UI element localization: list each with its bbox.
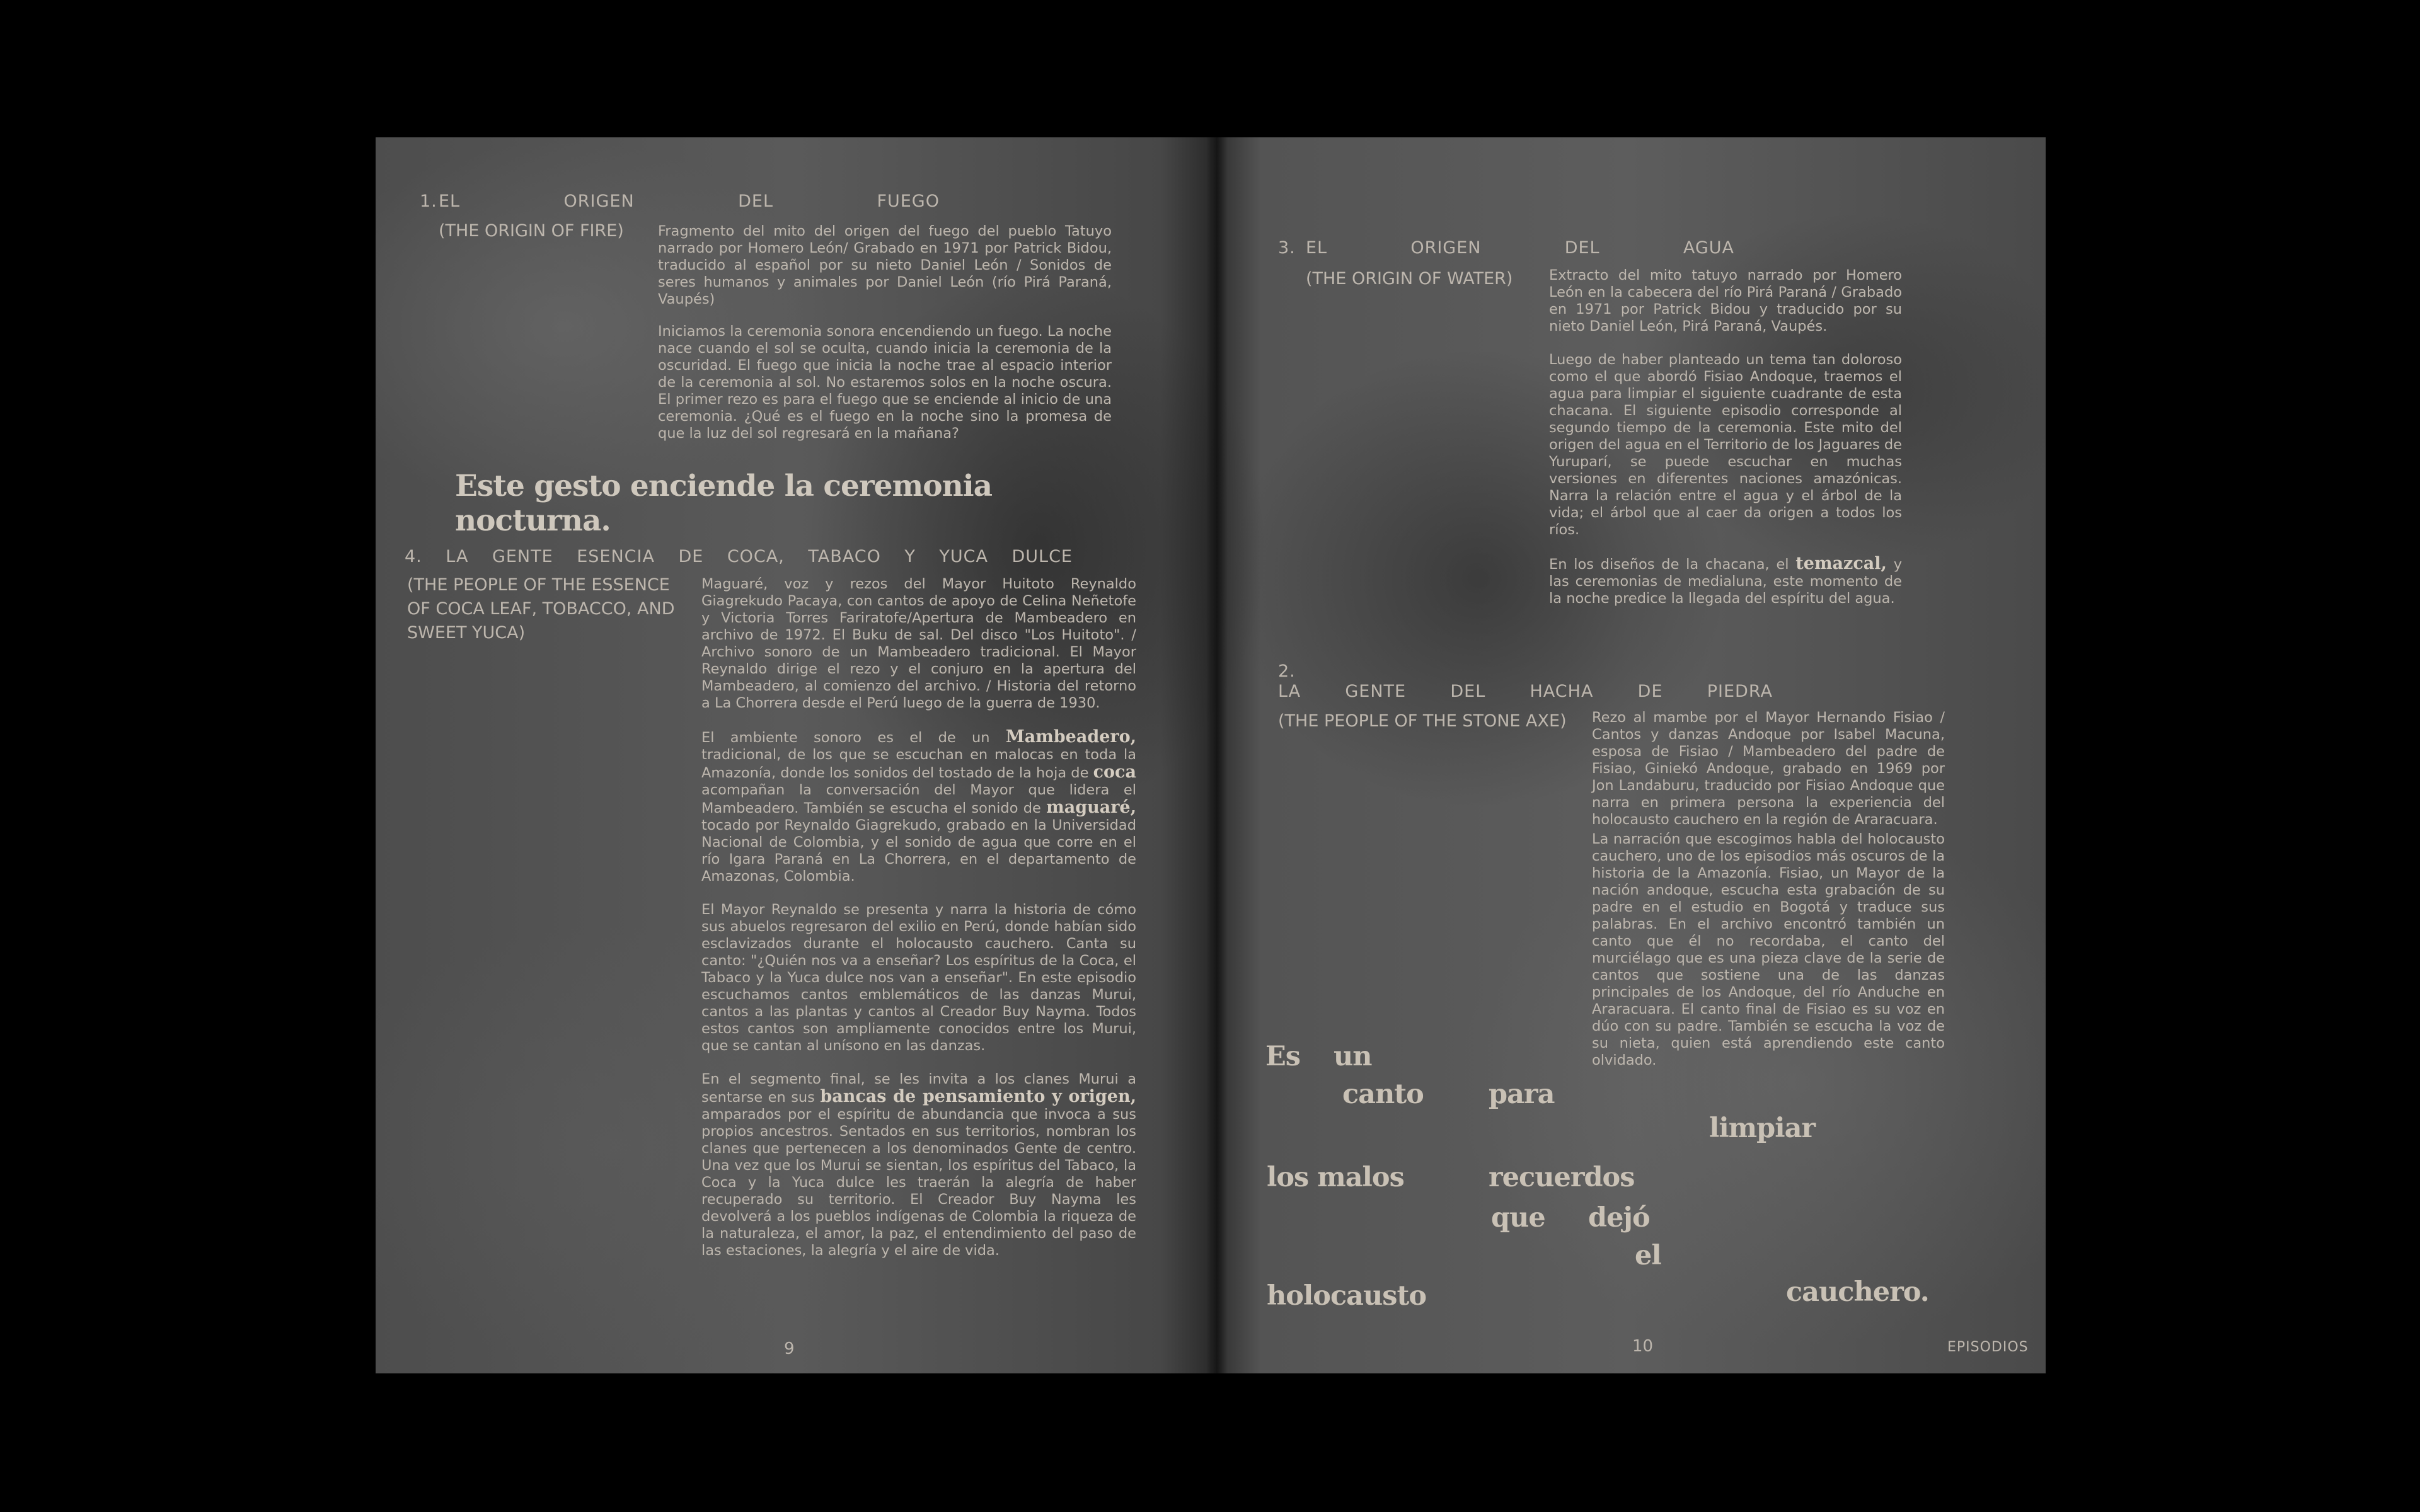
section-3-body: Luego de haber planteado un tema tan doloroso como el que abordó Fisiao Andoque, traemos el agua para limpiar el siguiente cuadrante de esta chacana. El siguiente episodio corresponde al segundo tiempo de la ceremonia. Este mito del origen del agua en el Territorio de los Jaguares de Yuruparí, se puede escuchar en muchas versiones en diferentes naciones amazónicas. Narra la relación entre el agua y el árbol de la vida; el árbol que al caer da origen a todos los ríos. [1549, 352, 1902, 538]
title-word: DEL [738, 192, 774, 211]
title-word: GENTE [1345, 682, 1407, 701]
section-2-heading [1278, 662, 1303, 681]
poem-word: holocausto [1267, 1280, 1427, 1312]
section-label: EPISODIOS [1947, 1339, 2029, 1355]
section-1-credit: Fragmento del mito del origen del fuego del pueblo Tatuyo narrado por Homero León/ Grabado en 1971 por Patrick Bidou, traducido al español por su nieto Daniel León / Sonidos de seres humanos y animales por Daniel León (río Pirá Paraná, Vaupés) [658, 223, 1112, 307]
section-number: 1. [420, 192, 437, 211]
section-1-subtitle: (THE ORIGIN OF FIRE) [439, 221, 624, 241]
poem-word: los malos [1267, 1162, 1404, 1193]
section-4-credit: Maguaré, voz y rezos del Mayor Huitoto Reynaldo Giagrekudo Pacaya, con cantos de apoyo de Celina Neñetofe y Victoria Torres Fariratofe/Apertura de Mambeadero en archivo de 1972. El Buku de sal. Del disco "Los Huitoto". / Archivo sonoro de un Mambeadero tradicional. El Mayor Reynaldo dirige el rezo y el conjuro en la apertura del Mambeadero, al comienzo del archivo. / Historia del retorno a La Chorrera desde el Perú luego de la guerra de 1930. [701, 576, 1136, 711]
section-3-subtitle: (THE ORIGIN OF WATER) [1306, 269, 1513, 289]
section-number: 2. [1278, 662, 1296, 681]
title-word: LA [446, 547, 469, 566]
poem-word: cauchero. [1786, 1276, 1929, 1308]
pull-quote: Este gesto enciende la ceremonia nocturna. [455, 469, 993, 538]
poem-word: limpiar [1709, 1113, 1816, 1144]
title-word: PIEDRA [1707, 682, 1773, 701]
section-2-credit: Rezo al mambe por el Mayor Hernando Fisiao / Cantos y danzas Andoque por Isabel Macuna, esposa de Fisiao / Mambeadero del padre de Fisiao, Giniekó Andoque, grabado en 1969 por Jon Landaburu, traducido por Fisiao Andoque que narra en primera persona la experiencia del holocausto cauchero en la región de Araracuara. [1592, 709, 1945, 828]
section-1-body: Iniciamos la ceremonia sonora encendiendo un fuego. La noche nace cuando el sol se oculta, cuando inicia la ceremonia de la oscuridad. El fuego que inicia la noche trae al espacio interior de la ceremonia al sol. No estaremos solos en la noche oscura. El primer rezo es para el fuego que se enciende al inicio de una ceremonia. ¿Qué es el fuego en la noche sino la promesa de que la luz del sol regresará en la mañana? [658, 323, 1112, 442]
section-3-title [1306, 238, 1734, 258]
title-word: TABACO [808, 547, 881, 566]
title-word: HACHA [1530, 682, 1594, 701]
title-word: COCA, [727, 547, 785, 566]
poem-word: canto [1342, 1079, 1424, 1110]
keyword: maguaré, [1046, 798, 1137, 817]
poem-word: que [1491, 1202, 1545, 1234]
section-2-subtitle: (THE PEOPLE OF THE STONE AXE) [1278, 711, 1567, 731]
title-word: ORIGEN [1410, 238, 1482, 258]
section-3-credit: Extracto del mito tatuyo narrado por Homero León en la cabecera del río Pirá Paraná / Grabado en 1971 por Patrick Bidou y traducido por su nieto Daniel León, Pirá Paraná, Vaupés. [1549, 267, 1902, 335]
title-word: ORIGEN [563, 192, 635, 211]
title-word: FUEGO [877, 192, 940, 211]
section-1-title [439, 192, 940, 211]
title-word: ESENCIA [577, 547, 655, 566]
text-run: En los diseños de la chacana, el [1549, 556, 1789, 573]
section-4-subtitle: (THE PEOPLE OF THE ESSENCE OF COCA LEAF, TOBACCO, AND SWEET YUCA) [407, 575, 675, 643]
poem-word: para [1489, 1079, 1555, 1110]
book-spine [1206, 137, 1228, 1373]
text-run: El ambiente sonoro es el de un [701, 730, 990, 746]
section-number: 3. [1278, 238, 1296, 258]
title-word: EL [1306, 238, 1328, 258]
text-run: acompañan la conversación del Mayor que lidera el Mambeadero. También se escucha el sonido de [701, 782, 1136, 816]
book-spread [376, 137, 2046, 1373]
keyword: temazcal, [1795, 554, 1887, 573]
text-run: En el segmento final, se les invita a los clanes Murui a sentarse en sus [701, 1071, 1136, 1106]
poem-word: recuerdos [1489, 1162, 1635, 1193]
section-4-paragraph-4 [701, 1071, 1136, 1259]
text-run: y las ceremonias de medialuna, este momento de la noche predice la llegada del espíritu del agua. [1549, 556, 1903, 607]
section-2-text [1592, 709, 1945, 1085]
title-word: Y [904, 547, 916, 566]
section-4-paragraph-3: El Mayor Reynaldo se presenta y narra la historia de cómo sus abuelos regresaron del exilio en Perú, donde habían sido esclavizados durante el holocausto cauchero. Canta su canto: "¿Quién nos va a enseñar? Los espíritus de la Coca, el Tabaco y la Yuca dulce nos van a enseñar". En este episodio escuchamos cantos emblemáticos de las danzas Murui, cantos a las plantas y cantos al Creador Buy Nayma. Todos estos cantos son ampliamente conocidos entre los Murui, que se cantan al unísono en las danzas. [701, 902, 1136, 1054]
poem-word: Es [1265, 1041, 1300, 1072]
title-word: DE [1637, 682, 1663, 701]
title-word: GENTE [492, 547, 553, 566]
text-run: amparados por el espíritu de abundancia que invoca a sus propios ancestros. Sentados en sus territorios, nombran los clanes que pertenecen a los denominados Gente de centro. Una vez que los Murui se sientan, los espíritus del Tabaco, la Coca y la Yuca dulce les traerán la alegría de haber recuperado su territorio. El Creador Buy Nayma les devolverá a los pueblos indígenas de Colombia la riqueza de la naturaleza, el amor, la paz, el entendimiento del paso de las estaciones, la alegría y el aire de vida. [701, 1106, 1136, 1259]
section-2-body: La narración que escogimos habla del holocausto cauchero, uno de los episodios más oscuros de la historia de la Amazonía. Fisiao, un Mayor de la nación andoque, escucha esta grabación de su padre en el estudio en Bogotá y traduce sus palabras. En el archivo encontró también un canto que él no recordaba, el canto del murciélago que es una pieza clave de la serie de cantos que sostiene una de las danzas principales de los Andoque, del río Anduche en Araracuara. El canto final de Fisiao es su voz en dúo con su padre. También se escucha la voz de su nieta, quien está aprendiendo este canto olvidado. [1592, 831, 1945, 1068]
title-word: DEL [1564, 238, 1600, 258]
page-number-left: 9 [784, 1339, 795, 1358]
section-3-paragraph-2 [1549, 555, 1902, 607]
section-2-title [1278, 682, 1773, 701]
section-4-title [405, 547, 1073, 566]
section-3-heading [1278, 238, 1303, 258]
text-run: tradicional, de los que se escuchan en malocas en toda la Amazonía, donde los sonidos del tostado de la hoja de [701, 747, 1136, 781]
keyword: bancas de pensamiento y origen, [820, 1087, 1137, 1106]
keyword: coca [1093, 762, 1136, 782]
keyword: Mambeadero, [1005, 727, 1137, 747]
poem-word: un [1334, 1041, 1372, 1072]
poem-word: dejó [1588, 1202, 1650, 1234]
title-word: LA [1278, 682, 1301, 701]
title-word: AGUA [1683, 238, 1734, 258]
poem-word: el [1635, 1240, 1661, 1271]
section-4-paragraph-2 [701, 728, 1136, 885]
section-3-text [1549, 267, 1902, 624]
page-number-right: 10 [1632, 1337, 1654, 1356]
text-run: tocado por Reynaldo Giagrekudo, grabado en la Universidad Nacional de Colombia, y el sonido de agua que corre en el río Igara Paraná en La Chorrera, en el departamento de Amazonas, Colombia. [701, 817, 1136, 885]
title-word: DEL [1450, 682, 1486, 701]
section-number: 4. [405, 547, 422, 566]
title-word: EL [439, 192, 461, 211]
title-word: DULCE [1011, 547, 1073, 566]
section-4-text [701, 576, 1136, 1276]
title-word: DE [678, 547, 704, 566]
title-word: YUCA [939, 547, 988, 566]
